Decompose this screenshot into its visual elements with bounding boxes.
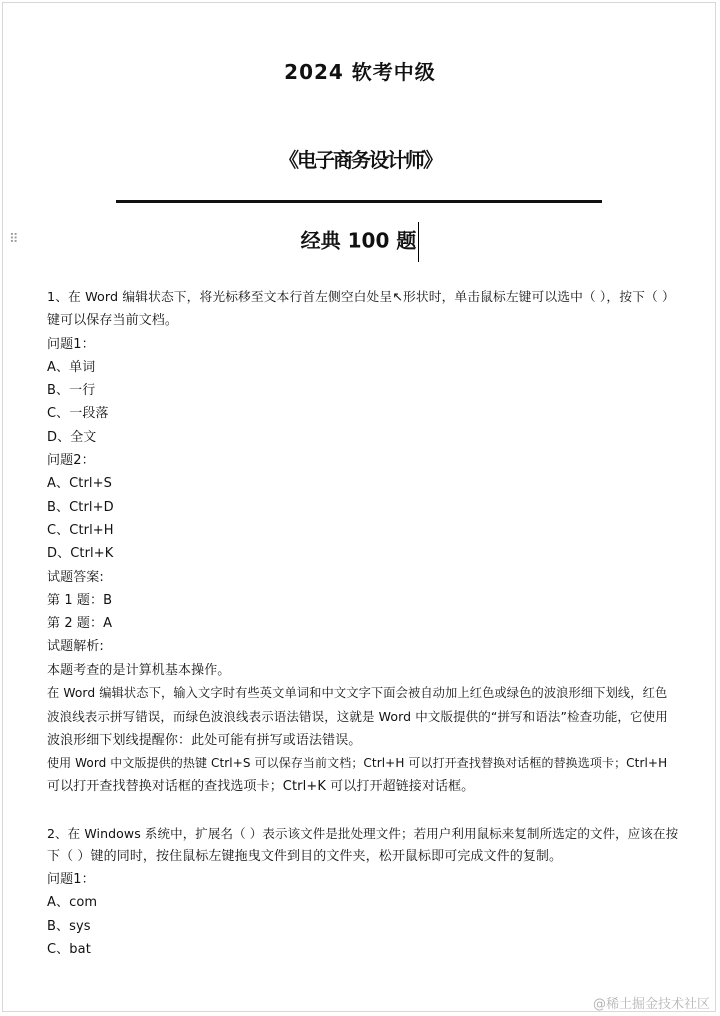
question-1-stem-line: 键可以保存当前文档。 — [47, 313, 179, 329]
document-body[interactable] — [47, 286, 679, 961]
option-c: C、一段落 — [47, 406, 109, 422]
sub-question-1-label: 问题1： — [47, 336, 95, 352]
sub-question-1-label: 问题1： — [47, 872, 95, 888]
sub-question-2-label: 问题2： — [47, 453, 95, 469]
paragraph-gap — [47, 799, 679, 822]
answer-label: 试题答案: — [47, 569, 104, 585]
answer-1: 第 1 题：B — [47, 592, 113, 608]
question-1 — [47, 286, 679, 799]
analysis-line: 可以打开查找替换对话框的查找选项卡；Ctrl+K 可以打开超链接对话框。 — [47, 779, 475, 795]
option-b: B、sys — [47, 918, 91, 934]
option-c: C、Ctrl+H — [47, 522, 114, 538]
option-a: A、com — [47, 895, 98, 911]
answer-2: 第 2 题：A — [47, 616, 113, 632]
watermark: @稀土掘金技术社区 — [592, 997, 710, 1012]
question-2-stem-line: 2、在 Windows 系统中，扩展名（ ）表示该文件是批处理文件；若用户利用鼠标来复制所选定的文件，应该在按 — [47, 825, 679, 841]
question-1-stem-line: 1、在 Word 编辑状态下，将光标移至文本行首左侧空白处呈↖形状时，单击鼠标左键可以选中（ ），按下（ ） — [47, 290, 675, 305]
title-subtitle[interactable] — [0, 222, 720, 262]
drag-handle-icon[interactable]: ⠿ — [9, 232, 20, 247]
question-2-stem-line: 下（ ）键的同时，按住鼠标左键拖曳文件到目的文件夹，松开鼠标即可完成文件的复制。 — [47, 848, 563, 864]
analysis-line: 在 Word 编辑状态下，输入文字时有些英文单词和中文文字下面会被自动加上红色或绿色的波浪形细下划线，红色 — [47, 686, 668, 701]
analysis-line: 波浪形细下划线提醒你：此处可能有拼写或语法错误。 — [47, 732, 362, 748]
option-b: B、Ctrl+D — [47, 499, 114, 515]
title-main: 《电子商务设计师》 — [279, 148, 441, 172]
option-a: A、单词 — [47, 359, 96, 375]
option-c: C、bat — [47, 942, 91, 958]
analysis-line: 本题考查的是计算机基本操作。 — [47, 662, 231, 678]
text-cursor — [418, 222, 419, 262]
option-b: B、一行 — [47, 383, 96, 399]
option-d: D、全文 — [47, 429, 97, 445]
option-a: A、Ctrl+S — [47, 476, 112, 492]
analysis-label: 试题解析: — [47, 639, 104, 655]
title-year-level: 2024 软考中级 — [284, 60, 436, 84]
subtitle-text: 经典 100 题 — [300, 228, 417, 253]
question-2 — [47, 822, 679, 962]
analysis-line: 波浪线表示拼写错误，而绿色波浪线表示语法错误，这就是 Word 中文版提供的“拼写和语法”检查功能，它使用 — [47, 709, 668, 725]
option-d: D、Ctrl+K — [47, 546, 114, 562]
analysis-line: 使用 Word 中文版提供的热键 Ctrl+S 可以保存当前文档；Ctrl+H 可以打开查找替换对话框的替换选项卡；Ctrl+H — [47, 755, 668, 770]
title-underline — [116, 200, 602, 203]
